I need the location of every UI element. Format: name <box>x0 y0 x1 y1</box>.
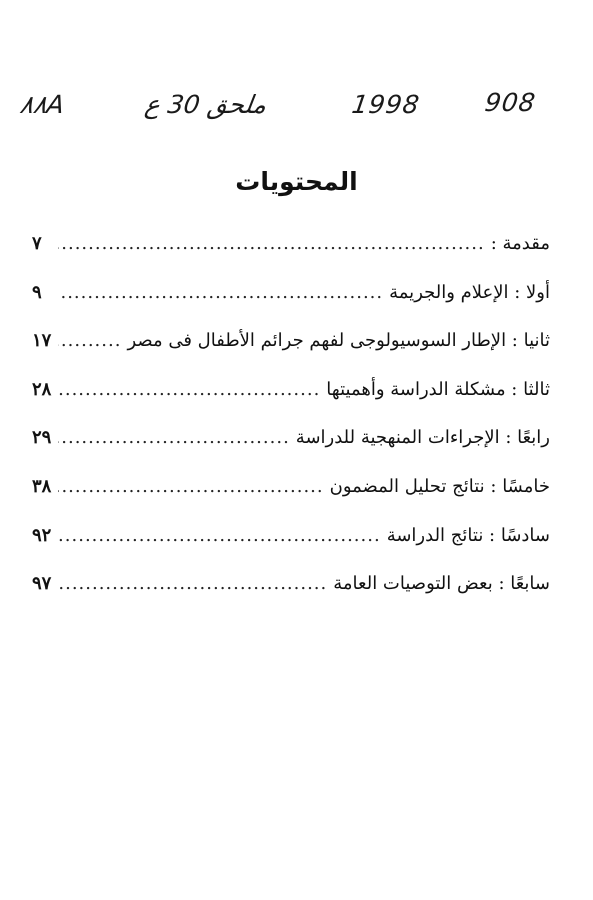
toc-entry <box>32 473 550 522</box>
handwritten-note-page: ٨٨A <box>18 90 68 119</box>
toc-dot-leader <box>58 279 383 307</box>
toc-entry-page: ٩ <box>32 281 42 303</box>
toc-entry-page: ٣٨ <box>32 475 52 497</box>
toc-dot-leader <box>58 376 320 404</box>
handwritten-note-number: 908 <box>483 88 538 117</box>
toc-entry-page: ٢٨ <box>32 378 52 400</box>
toc-entry-page: ٢٩ <box>32 427 52 449</box>
handwritten-annotation <box>20 86 573 126</box>
handwritten-note-supplement: ملحق 30 ع <box>143 90 269 119</box>
toc-entry <box>32 230 550 279</box>
toc-entry-page: ٩٢ <box>32 524 52 546</box>
toc-dot-leader <box>58 522 381 550</box>
toc-dot-leader <box>58 570 327 598</box>
toc-entry-label: ثالثا : مشكلة الدراسة وأهميتها <box>326 378 550 400</box>
toc-entry <box>32 376 550 425</box>
toc-entry <box>32 327 550 376</box>
toc-entry <box>32 570 550 619</box>
toc-entry-label: ثانيا : الإطار السوسيولوجى لفهم جرائم الأطفال فى مصر <box>127 330 550 352</box>
toc-entry-label: أولا : الإعلام والجريمة <box>389 281 550 303</box>
page-title: المحتويات <box>235 166 358 196</box>
toc-entry-page: ١٧ <box>32 330 52 352</box>
toc-entry-label: سادسًا : نتائج الدراسة <box>386 524 550 546</box>
toc-entry-page: ٧ <box>32 233 42 254</box>
toc-entry-label: رابعًا : الإجراءات المنهجية للدراسة <box>295 427 550 449</box>
table-of-contents <box>32 230 550 619</box>
toc-dot-leader <box>58 230 485 258</box>
toc-dot-leader <box>58 327 121 355</box>
toc-entry-label: خامسًا : نتائج تحليل المضمون <box>329 475 550 497</box>
toc-entry <box>32 424 550 473</box>
toc-entry-label: مقدمة : <box>490 233 550 254</box>
toc-dot-leader <box>58 424 290 452</box>
toc-entry-page: ٩٧ <box>32 573 52 595</box>
toc-dot-leader <box>58 473 324 501</box>
toc-entry <box>32 279 550 328</box>
toc-entry-label: سابعًا : بعض التوصيات العامة <box>333 573 550 595</box>
toc-entry <box>32 522 550 571</box>
handwritten-note-year: 1998 <box>350 90 422 119</box>
